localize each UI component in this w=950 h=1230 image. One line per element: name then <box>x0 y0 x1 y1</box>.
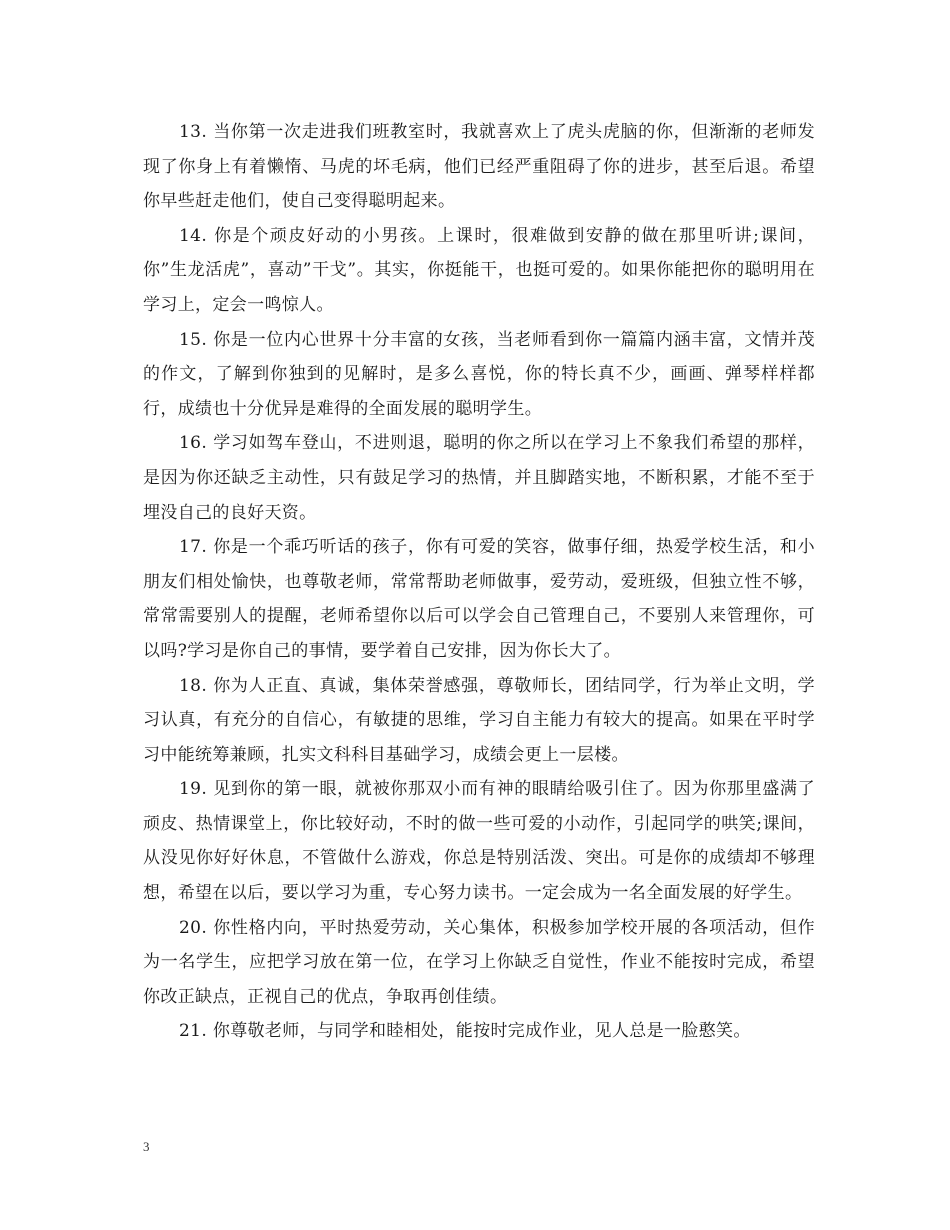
paragraph-15: 15. 你是一位内心世界十分丰富的女孩，当老师看到你一篇篇内涵丰富，文情并茂的作文，了解到你独到的见解时，是多么喜悦，你的特长真不少，画画、弹琴样样都行，成绩也十分优异是难得的全面发展的聪明学生。 <box>143 329 815 419</box>
paragraph-20: 20. 你性格内向，平时热爱劳动，关心集体，积极参加学校开展的各项活动，但作为一名学生，应把学习放在第一位，在学习上你缺乏自觉性，作业不能按时完成，希望你改正缺点，正视自己的优点，争取再创佳绩。 <box>143 917 815 1007</box>
paragraph-19: 19. 见到你的第一眼，就被你那双小而有神的眼睛给吸引住了。因为你那里盛满了顽皮、热情课堂上，你比较好动，不时的做一些可爱的小动作，引起同学的哄笑;课间，从没见你好好休息，不管做什么游戏，你总是特别活泼、突出。可是你的成绩却不够理想，希望在以后，要以学习为重，专心努力读书。一定会成为一名全面发展的好学生。 <box>143 779 815 904</box>
paragraph-14: 14. 你是个顽皮好动的小男孩。上课时，很难做到安静的做在那里听讲;课间，你”生龙活虎”，喜动”干戈”。其实，你挺能干，也挺可爱的。如果你能把你的聪明用在学习上，定会一鸣惊人。 <box>143 225 815 315</box>
paragraph-13: 13. 当你第一次走进我们班教室时，我就喜欢上了虎头虎脑的你，但渐渐的老师发现了你身上有着懒惰、马虎的坏毛病，他们已经严重阻碍了你的进步，甚至后退。希望你早些赶走他们，使自己变得聪明起来。 <box>143 122 815 212</box>
document-body <box>143 115 815 1049</box>
paragraph-18: 18. 你为人正直、真诚，集体荣誉感强，尊敬师长，团结同学，行为举止文明，学习认真，有充分的自信心，有敏捷的思维，学习自主能力有较大的提高。如果在平时学习中能统筹兼顾，扎实文科科目基础学习，成绩会更上一层楼。 <box>143 675 815 765</box>
paragraph-17: 17. 你是一个乖巧听话的孩子，你有可爱的笑容，做事仔细，热爱学校生活，和小朋友们相处愉快，也尊敬老师，常常帮助老师做事，爱劳动，爱班级，但独立性不够，常常需要别人的提醒，老师希望你以后可以学会自己管理自己，不要别人来管理你，可以吗?学习是你自己的事情，要学着自己安排，因为你长大了。 <box>143 537 815 661</box>
page-number: 3 <box>143 1139 150 1154</box>
paragraph-16: 16. 学习如驾车登山，不进则退，聪明的你之所以在学习上不象我们希望的那样，是因为你还缺乏主动性，只有鼓足学习的热情，并且脚踏实地，不断积累，才能不至于埋没自己的良好天资。 <box>143 433 815 523</box>
paragraph-21: 21. 你尊敬老师，与同学和睦相处，能按时完成作业，见人总是一脸憨笑。 <box>179 1021 751 1042</box>
